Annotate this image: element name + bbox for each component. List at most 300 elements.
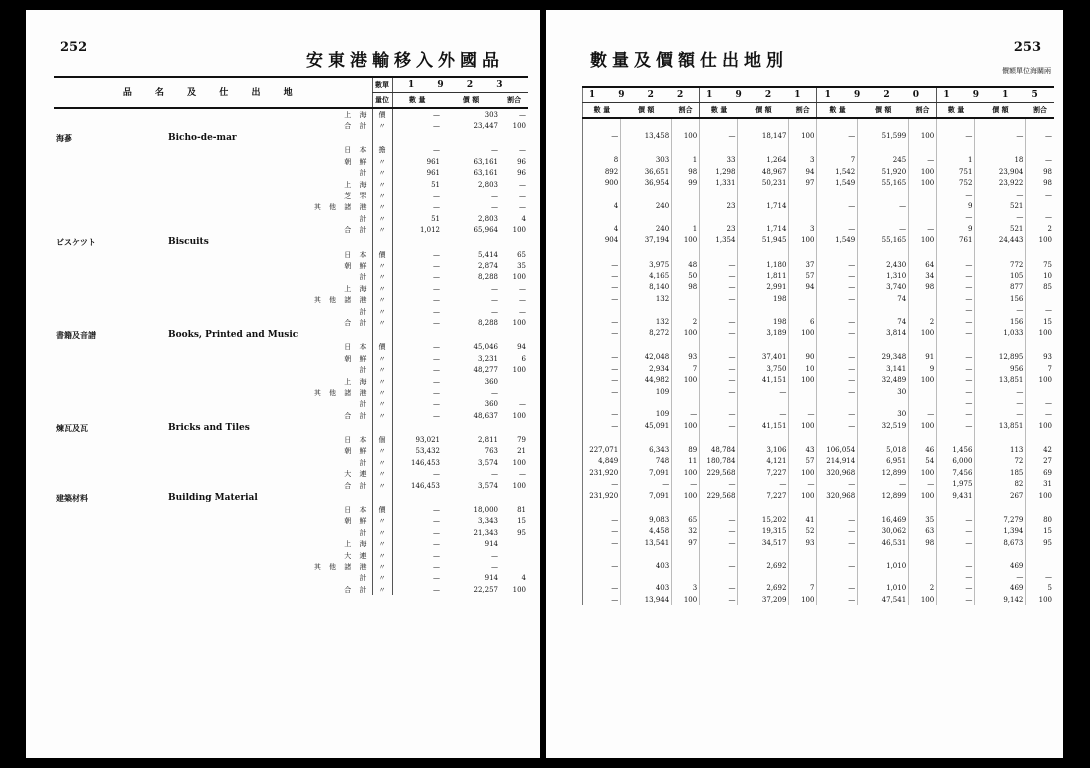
unit-cell: 〃 bbox=[372, 480, 392, 491]
qty-1921: — bbox=[700, 363, 738, 374]
qty-1920: — bbox=[817, 514, 858, 525]
unit-cell: 〃 bbox=[372, 317, 392, 328]
value-1923: 21,343 bbox=[473, 528, 498, 537]
share-1915 bbox=[1026, 142, 1054, 155]
table-row bbox=[583, 467, 1055, 478]
value-1923: 3,231 bbox=[477, 354, 498, 363]
category-name-en bbox=[166, 213, 276, 224]
value-1920: 74 bbox=[858, 293, 909, 304]
value-1915: 105 bbox=[975, 270, 1026, 281]
share-1922 bbox=[672, 118, 700, 130]
share-1921: 3 bbox=[789, 223, 817, 234]
value-1922 bbox=[621, 339, 672, 352]
share-1922 bbox=[672, 386, 700, 397]
value-1921 bbox=[738, 142, 789, 155]
value-1920: 3,141 bbox=[858, 363, 909, 374]
category-name-ja: 海蔘 bbox=[56, 133, 72, 144]
table-row bbox=[583, 537, 1055, 548]
value-1923: — bbox=[491, 296, 498, 305]
value-1915: 185 bbox=[975, 467, 1026, 478]
value-1920: 46,531 bbox=[858, 537, 909, 548]
share-1920: 100 bbox=[909, 594, 937, 605]
share-1923 bbox=[500, 236, 528, 249]
value-1921: 18,147 bbox=[738, 130, 789, 141]
value-1915: — bbox=[975, 409, 1026, 420]
qty-1922: — bbox=[583, 537, 621, 548]
category-name-ja bbox=[54, 584, 166, 595]
qty-1915: — bbox=[937, 293, 975, 304]
qty-1920: — bbox=[817, 583, 858, 594]
share-1922: 97 bbox=[672, 537, 700, 548]
share-1920: — bbox=[909, 155, 937, 166]
qty-1923: 53,432 bbox=[392, 446, 442, 457]
value-1921: 3,106 bbox=[738, 444, 789, 455]
share-1920 bbox=[909, 339, 937, 352]
value-1922: 7,091 bbox=[621, 490, 672, 501]
value-1921 bbox=[738, 304, 789, 315]
value-1920: — bbox=[858, 479, 909, 490]
table-row bbox=[583, 166, 1055, 177]
table-row bbox=[54, 179, 528, 190]
value-1922: 240 bbox=[621, 223, 672, 234]
qty-1923: 51 bbox=[392, 213, 442, 224]
value-1923: — bbox=[491, 284, 498, 293]
qty-1920: 1,549 bbox=[817, 178, 858, 189]
share-1915: 85 bbox=[1026, 282, 1054, 293]
qty-1915: — bbox=[937, 270, 975, 281]
table-row bbox=[54, 573, 528, 584]
share-1920: — bbox=[909, 479, 937, 490]
share-1915: — bbox=[1026, 130, 1054, 141]
value-1920: 1,010 bbox=[858, 560, 909, 571]
share-1915: 95 bbox=[1026, 537, 1054, 548]
origin-name: 其 他 諸 港 bbox=[313, 562, 370, 571]
qty-1922: — bbox=[583, 409, 621, 420]
value-1915 bbox=[975, 431, 1026, 444]
share-1923 bbox=[500, 132, 528, 145]
value-1915: 13,851 bbox=[975, 420, 1026, 431]
category-name-ja: 煉瓦及瓦 bbox=[56, 422, 88, 433]
share-1923: — bbox=[519, 296, 527, 305]
share-1923: 100 bbox=[512, 411, 527, 420]
origin-name: 合 計 bbox=[344, 585, 370, 594]
qty-1922: 231,920 bbox=[583, 467, 621, 478]
qty-1921: 48,784 bbox=[700, 444, 738, 455]
category-name-ja bbox=[54, 306, 166, 317]
qty-1922 bbox=[583, 397, 621, 408]
share-1915: 27 bbox=[1026, 456, 1054, 467]
share-1920 bbox=[909, 200, 937, 211]
category-name-en bbox=[166, 584, 276, 595]
value-1920 bbox=[858, 431, 909, 444]
page-title-right: 數量及價額仕出地別 bbox=[590, 51, 788, 71]
value-1921 bbox=[738, 549, 789, 560]
qty-1915 bbox=[937, 549, 975, 560]
category-name-en bbox=[166, 108, 276, 120]
share-1915: — bbox=[1026, 409, 1054, 420]
share-1920 bbox=[909, 212, 937, 223]
value-1922: 109 bbox=[621, 409, 672, 420]
unit-cell: 〃 bbox=[372, 168, 392, 179]
category-name-ja bbox=[54, 353, 166, 364]
category-name-en bbox=[166, 516, 276, 527]
value-1915: 469 bbox=[975, 560, 1026, 571]
qty-1923: — bbox=[392, 145, 442, 156]
qty-1922 bbox=[583, 501, 621, 514]
value-1920 bbox=[858, 118, 909, 130]
unit-cell: 〃 bbox=[372, 306, 392, 317]
share-1922: 100 bbox=[672, 374, 700, 385]
table-row bbox=[54, 353, 528, 364]
qty-1921: — bbox=[700, 583, 738, 594]
share-1921: 52 bbox=[789, 526, 817, 537]
unit-cell: 〃 bbox=[372, 584, 392, 595]
val-header-4: 價 額 bbox=[975, 103, 1026, 119]
qty-1920: 320,968 bbox=[817, 490, 858, 501]
share-1920: 2 bbox=[909, 316, 937, 327]
share-1922 bbox=[672, 339, 700, 352]
qty-1920 bbox=[817, 571, 858, 582]
share-1921 bbox=[789, 431, 817, 444]
share-1921: 37 bbox=[789, 259, 817, 270]
value-1923: 2,803 bbox=[477, 180, 498, 189]
qty-1921: 1,298 bbox=[700, 166, 738, 177]
category-name-ja: 書籍及音譜 bbox=[56, 330, 96, 341]
category-row bbox=[583, 431, 1055, 444]
unit-cell: 〃 bbox=[372, 469, 392, 480]
category-name-en bbox=[166, 190, 276, 201]
share-1915: 98 bbox=[1026, 166, 1054, 177]
value-1923: 63,161 bbox=[473, 157, 498, 166]
category-name-en bbox=[166, 260, 276, 271]
share-1922: 89 bbox=[672, 444, 700, 455]
qty-1920 bbox=[817, 189, 858, 200]
table-row bbox=[54, 168, 528, 179]
value-1915: 267 bbox=[975, 490, 1026, 501]
share-1921: 3 bbox=[789, 155, 817, 166]
value-1915: 82 bbox=[975, 479, 1026, 490]
share-1923: 100 bbox=[512, 366, 527, 375]
qty-1920: — bbox=[817, 363, 858, 374]
origin-name: 計 bbox=[359, 458, 370, 467]
origin-name: 朝 鮮 bbox=[344, 354, 370, 363]
qty-1920 bbox=[817, 397, 858, 408]
value-1922: 42,048 bbox=[621, 352, 672, 363]
qty-1921: — bbox=[700, 526, 738, 537]
qty-header-1: 數 量 bbox=[583, 103, 621, 119]
qty-1921 bbox=[700, 142, 738, 155]
table-row bbox=[54, 527, 528, 538]
category-name-ja bbox=[54, 434, 166, 445]
value-1921: 1,180 bbox=[738, 259, 789, 270]
share-1922: — bbox=[672, 409, 700, 420]
share-1920: 100 bbox=[909, 166, 937, 177]
value-1921: 7,227 bbox=[738, 490, 789, 501]
share-1920 bbox=[909, 560, 937, 571]
value-1923: — bbox=[491, 551, 498, 560]
table-row bbox=[583, 409, 1055, 420]
qty-1920 bbox=[817, 212, 858, 223]
qty-1923: — bbox=[392, 260, 442, 271]
qty-1922: — bbox=[583, 363, 621, 374]
value-1920: 29,348 bbox=[858, 352, 909, 363]
value-1923: — bbox=[491, 192, 498, 201]
share-1920: 54 bbox=[909, 456, 937, 467]
qty-1921: — bbox=[700, 479, 738, 490]
share-1920: 100 bbox=[909, 467, 937, 478]
share-1923: 81 bbox=[517, 506, 527, 515]
unit-cell: 〃 bbox=[372, 539, 392, 550]
origin-name: 朝 鮮 bbox=[344, 447, 370, 456]
share-1922 bbox=[672, 200, 700, 211]
share-1920 bbox=[909, 501, 937, 514]
share-1921: 6 bbox=[789, 316, 817, 327]
qty-1920: — bbox=[817, 479, 858, 490]
unit-cell: 價 bbox=[372, 342, 392, 353]
qty-1923: — bbox=[392, 317, 442, 328]
table-row bbox=[54, 225, 528, 236]
qty-1915: — bbox=[937, 212, 975, 223]
value-1915: 469 bbox=[975, 583, 1026, 594]
unit-note: 價額單位海關兩 bbox=[1002, 67, 1051, 75]
origin-name: 芝 罘 bbox=[344, 192, 370, 201]
qty-1915: — bbox=[937, 327, 975, 338]
origin-name: 大 連 bbox=[344, 470, 370, 479]
table-row bbox=[54, 584, 528, 595]
share-1921: 100 bbox=[789, 420, 817, 431]
value-1921: 41,151 bbox=[738, 420, 789, 431]
qty-1915: — bbox=[937, 352, 975, 363]
table-row bbox=[54, 539, 528, 550]
share-1915 bbox=[1026, 560, 1054, 571]
value-1922: 4,458 bbox=[621, 526, 672, 537]
value-1923: — bbox=[491, 470, 498, 479]
qty-1923: — bbox=[392, 376, 442, 387]
qty-1915: 752 bbox=[937, 178, 975, 189]
category-name-ja bbox=[54, 249, 166, 260]
value-1922 bbox=[621, 189, 672, 200]
share-1915: 75 bbox=[1026, 259, 1054, 270]
table-row bbox=[54, 294, 528, 305]
unit-cell: 〃 bbox=[372, 573, 392, 584]
qty-1923: — bbox=[392, 387, 442, 398]
table-row bbox=[54, 272, 528, 283]
category-name-ja bbox=[54, 561, 166, 572]
value-1922: 109 bbox=[621, 386, 672, 397]
category-name-ja bbox=[54, 202, 166, 213]
share-1920: 91 bbox=[909, 352, 937, 363]
share-1920: 100 bbox=[909, 420, 937, 431]
qty-header-4: 數 量 bbox=[937, 103, 975, 119]
share-1921 bbox=[789, 142, 817, 155]
value-1920 bbox=[858, 189, 909, 200]
value-1920 bbox=[858, 212, 909, 223]
category-name-en bbox=[166, 376, 276, 387]
category-name-en bbox=[166, 561, 276, 572]
value-1923 bbox=[442, 329, 500, 342]
share-1922: 98 bbox=[672, 166, 700, 177]
value-1915: 24,443 bbox=[975, 235, 1026, 246]
share-1923 bbox=[500, 539, 528, 550]
share-1920: 100 bbox=[909, 490, 937, 501]
qty-1920: — bbox=[817, 526, 858, 537]
share-1920 bbox=[909, 397, 937, 408]
value-1922 bbox=[621, 431, 672, 444]
origin-name: 其 他 諸 港 bbox=[313, 296, 370, 305]
share-1922: 32 bbox=[672, 526, 700, 537]
value-1920: 30,062 bbox=[858, 526, 909, 537]
share-1915 bbox=[1026, 118, 1054, 130]
origin-name: 合 計 bbox=[344, 122, 370, 131]
value-1922: 403 bbox=[621, 560, 672, 571]
origin-name bbox=[276, 421, 372, 434]
qty-1921 bbox=[700, 339, 738, 352]
category-row bbox=[583, 246, 1055, 259]
share-1923: 35 bbox=[517, 261, 527, 270]
share-1923: 100 bbox=[512, 458, 527, 467]
qty-1922: 8 bbox=[583, 155, 621, 166]
value-1921: 48,967 bbox=[738, 166, 789, 177]
val-header-3: 價 額 bbox=[858, 103, 909, 119]
value-1923: 914 bbox=[484, 540, 498, 549]
table-row bbox=[54, 550, 528, 561]
origin-name: 上 海 bbox=[344, 540, 370, 549]
qty-1915: — bbox=[937, 420, 975, 431]
value-1923: — bbox=[491, 562, 498, 571]
qty-1923: — bbox=[392, 561, 442, 572]
share-1920: — bbox=[909, 409, 937, 420]
share-1922 bbox=[672, 246, 700, 259]
value-1920: 1,010 bbox=[858, 583, 909, 594]
qty-1920 bbox=[817, 339, 858, 352]
qty-1921 bbox=[700, 189, 738, 200]
value-1923: 2,874 bbox=[477, 261, 498, 270]
value-1923: — bbox=[491, 203, 498, 212]
share-1922: — bbox=[672, 479, 700, 490]
table-row bbox=[583, 456, 1055, 467]
qty-1920: 106,054 bbox=[817, 444, 858, 455]
value-1921: 1,714 bbox=[738, 223, 789, 234]
value-1921: — bbox=[738, 409, 789, 420]
unit-cell: 〃 bbox=[372, 156, 392, 167]
page-title-left: 安東港輸移入外國品 bbox=[306, 51, 504, 71]
qty-1921: 1,331 bbox=[700, 178, 738, 189]
share-1923 bbox=[500, 387, 528, 398]
qty-1921: 23 bbox=[700, 223, 738, 234]
table-row bbox=[54, 342, 528, 353]
right-table bbox=[582, 86, 1054, 605]
left-table bbox=[54, 76, 528, 595]
category-name-en bbox=[166, 399, 276, 410]
qty-1923: — bbox=[392, 294, 442, 305]
share-1921 bbox=[789, 212, 817, 223]
share-1923: 100 bbox=[512, 318, 527, 327]
category-name-ja bbox=[54, 364, 166, 375]
value-1923: 48,637 bbox=[473, 411, 498, 420]
value-1920: 5,018 bbox=[858, 444, 909, 455]
category-name-ja bbox=[54, 387, 166, 398]
table-row bbox=[54, 202, 528, 213]
category-name-ja bbox=[54, 410, 166, 421]
qty-1923 bbox=[392, 491, 442, 504]
table-row bbox=[54, 145, 528, 156]
pct-header-4: 割合 bbox=[1026, 103, 1054, 119]
share-1921 bbox=[789, 560, 817, 571]
value-1922: 2,934 bbox=[621, 363, 672, 374]
qty-1922: — bbox=[583, 514, 621, 525]
share-1923: — bbox=[519, 110, 527, 119]
qty-1920: — bbox=[817, 327, 858, 338]
share-1921 bbox=[789, 118, 817, 130]
qty-1915: — bbox=[937, 514, 975, 525]
qty-1915: — bbox=[937, 363, 975, 374]
share-1920 bbox=[909, 571, 937, 582]
qty-1915: 1,975 bbox=[937, 479, 975, 490]
unit-cell: 〃 bbox=[372, 202, 392, 213]
qty-1915: — bbox=[937, 282, 975, 293]
origin-name: 朝 鮮 bbox=[344, 517, 370, 526]
qty-1920: 1,542 bbox=[817, 166, 858, 177]
share-1915: — bbox=[1026, 189, 1054, 200]
qty-1921 bbox=[700, 304, 738, 315]
qty-1920: — bbox=[817, 420, 858, 431]
value-1915: 13,851 bbox=[975, 374, 1026, 385]
value-1922: 303 bbox=[621, 155, 672, 166]
share-1920: 100 bbox=[909, 235, 937, 246]
unit-cell: 〃 bbox=[372, 120, 392, 131]
value-1915: 956 bbox=[975, 363, 1026, 374]
unit-cell: 〃 bbox=[372, 213, 392, 224]
share-1920: 63 bbox=[909, 526, 937, 537]
origin-name: 其 他 諸 港 bbox=[313, 203, 370, 212]
share-1923: 95 bbox=[517, 528, 527, 537]
unit-cell: 〃 bbox=[372, 457, 392, 468]
share-header-1923: 割合 bbox=[500, 93, 528, 109]
share-1915 bbox=[1026, 339, 1054, 352]
qty-1921: — bbox=[700, 514, 738, 525]
qty-1923: 51 bbox=[392, 179, 442, 190]
table-row bbox=[583, 583, 1055, 594]
value-1923: 63,161 bbox=[473, 169, 498, 178]
share-1923: 100 bbox=[512, 481, 527, 490]
table-row bbox=[583, 293, 1055, 304]
qty-1915 bbox=[937, 142, 975, 155]
value-1915 bbox=[975, 142, 1026, 155]
share-1923: — bbox=[519, 284, 527, 293]
qty-1921: — bbox=[700, 293, 738, 304]
qty-header-3: 數 量 bbox=[817, 103, 858, 119]
value-1922: 36,651 bbox=[621, 166, 672, 177]
value-1920: — bbox=[858, 223, 909, 234]
qty-1923: — bbox=[392, 469, 442, 480]
value-1921 bbox=[738, 501, 789, 514]
share-1915: — bbox=[1026, 397, 1054, 408]
category-name-en bbox=[166, 145, 276, 156]
qty-1922: — bbox=[583, 420, 621, 431]
share-1923: 96 bbox=[517, 169, 527, 178]
origin-name: 日 本 bbox=[344, 343, 370, 352]
share-1915: 100 bbox=[1026, 490, 1054, 501]
share-1922 bbox=[672, 549, 700, 560]
origin-name: 合 計 bbox=[344, 411, 370, 420]
category-name-ja bbox=[54, 179, 166, 190]
unit-cell: 〃 bbox=[372, 376, 392, 387]
right-page bbox=[546, 10, 1063, 758]
qty-1920 bbox=[817, 142, 858, 155]
category-name-en bbox=[166, 156, 276, 167]
value-1921: 2,692 bbox=[738, 583, 789, 594]
value-1922 bbox=[621, 118, 672, 130]
